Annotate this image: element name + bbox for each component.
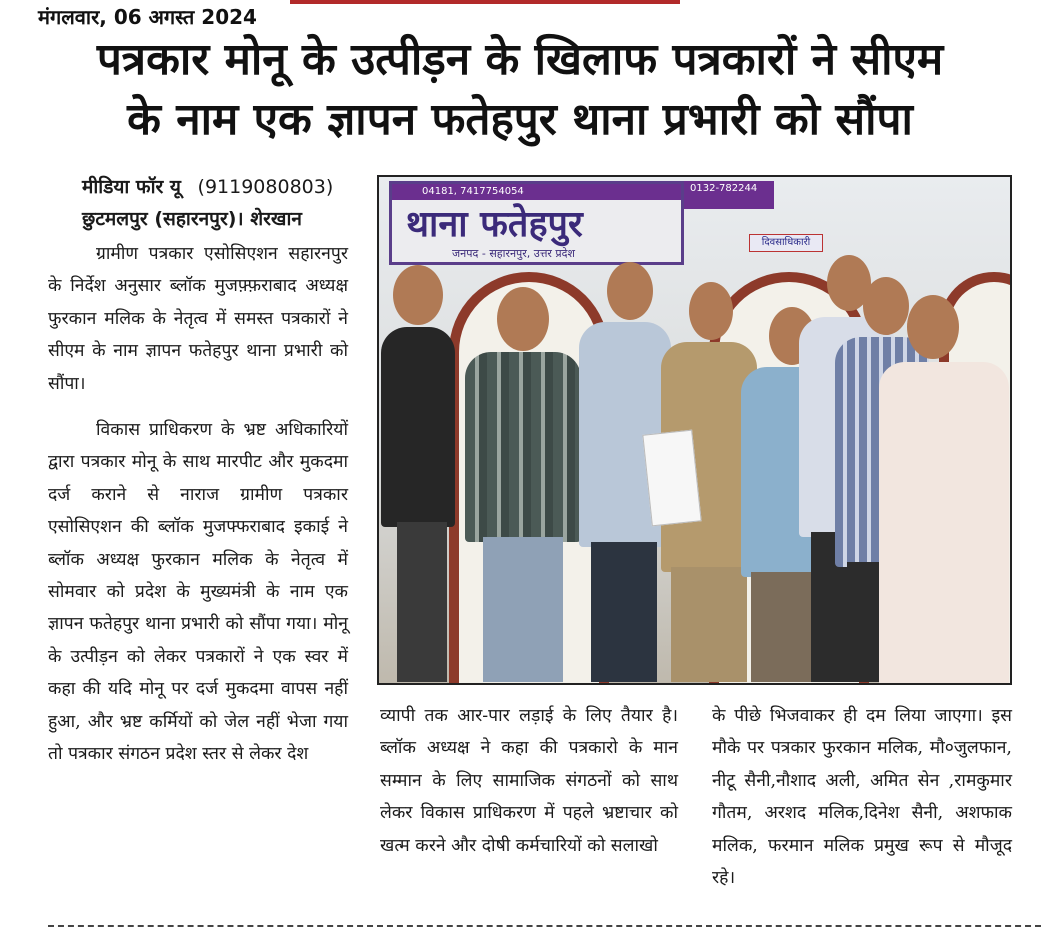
article-column-1: [48, 238, 348, 771]
top-accent-line: [290, 0, 680, 4]
board-phone: 04181, 7417754054: [392, 184, 681, 200]
bottom-dashed-rule: [48, 925, 1041, 927]
article-paragraph-1: ग्रामीण पत्रकार एसोसिएशन सहारनपुर के निर्देश अनुसार ब्लॉक मुजफ़्फ़राबाद अध्यक्ष फुरकान मलिक के नेतृत्व में समस्त पत्रकारों ने सीएम के नाम ज्ञापन फतेहपुर थाना प्रभारी को सौंपा।: [48, 244, 348, 394]
news-photo: [377, 175, 1012, 685]
byline-place: छुटमलपुर (सहारनपुर)। शेरखान: [82, 208, 302, 230]
police-station-board: [389, 181, 684, 265]
duty-officer-sign: दिवसाधिकारी: [749, 234, 823, 252]
byline-source-name: मीडिया फॉर यू: [82, 176, 181, 198]
headline-line-2: के नाम एक ज्ञापन फतेहपुर थाना प्रभारी को सौंपा: [127, 94, 913, 145]
board-title: थाना फतेहपुर: [406, 204, 583, 245]
article-paragraph-3: व्यापी तक आर-पार लड़ाई के लिए तैयार है। ब्लॉक अध्यक्ष ने कहा की पत्रकारो के मान सम्मान के लिए सामाजिक संगठनों को साथ लेकर विकास प्राधिकरण में पहले भ्रष्टाचार को खत्म करने और दोषी कर्मचारियों को सलाखो: [380, 706, 678, 856]
board-subtitle: जनपद - सहारनपुर, उत्तर प्रदेश: [452, 247, 575, 260]
article-column-3: [712, 700, 1012, 894]
board-phone-2: 0132-782244: [684, 181, 774, 209]
article-paragraph-4: के पीछे भिजवाकर ही दम लिया जाएगा। इस मौके पर पत्रकार फुरकान मलिक, मौ०जुलफान, नीटू सैनी,नौशाद अली, अमित सेन ,रामकुमार गौतम, अरशद मलिक,दिनेश सैनी, अशफाक मलिक, फरमान मलिक प्रमुख रूप से मौजूद रहे।: [712, 706, 1012, 889]
byline-source: [82, 173, 333, 199]
article-column-2: [380, 700, 678, 862]
issue-date: मंगलवार, 06 अगस्त 2024: [38, 5, 257, 29]
memorandum-paper: [642, 430, 701, 527]
headline-line-1: पत्रकार मोनू के उत्पीड़न के खिलाफ पत्रकारों ने सीएम: [96, 34, 944, 85]
byline-phone: (9119080803): [197, 176, 334, 198]
headline: [20, 30, 1020, 150]
article-paragraph-2: विकास प्राधिकरण के भ्रष्ट अधिकारियों द्वारा पत्रकार मोनू के साथ मारपीट और मुकदमा दर्ज कराने से नाराज ग्रामीण पत्रकार एसोसिएशन की ब्लॉक मुजफ्फराबाद इकाई ने ब्लॉक अध्यक्ष फुरकान मलिक के नेतृत्व में सोमवार को प्रदेश के मुख्यमंत्री के नाम एक ज्ञापन फतेहपुर थाना प्रभारी को सौंपा गया। मोनू के उत्पीड़न को लेकर पत्रकारों ने एक स्वर में कहा की यदि मोनू पर दर्ज मुकदमा वापस नहीं हुआ, और भ्रष्ट कर्मियों को जेल नहीं भेजा गया तो पत्रकार संगठन प्रदेश स्तर से लेकर देश: [48, 420, 348, 765]
